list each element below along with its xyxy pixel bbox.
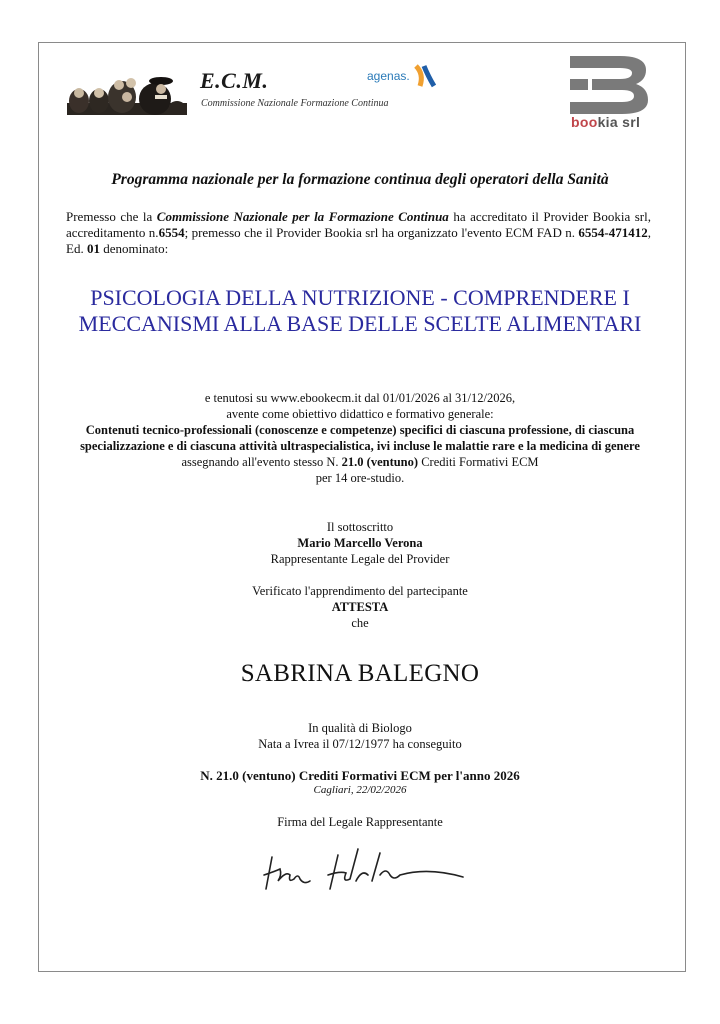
ecm-subtitle: Commissione Nazionale Formazione Continua — [201, 98, 389, 109]
participant-name: SABRINA BALEGNO — [240, 660, 480, 687]
credits-assigned: assegnando all'evento stesso N. 21.0 (ventuno) Crediti Formativi ECM — [181, 455, 539, 469]
course-title: PSICOLOGIA DELLA NUTRIZIONE - COMPRENDERE I MECCANISMI ALLA BASE DELLE SCELTE ALIMENTARI — [78, 285, 642, 336]
credits-obtained: N. 21.0 (ventuno) Crediti Formativi ECM per l'anno 2026 — [200, 768, 520, 783]
objective-intro: avente come obiettivo didattico e formativo generale: — [226, 407, 494, 421]
agenas-label: agenas — [367, 69, 407, 83]
event-details — [0, 390, 720, 486]
ecm-title: E.C.M. — [200, 68, 269, 93]
signatory-name: Mario Marcello Verona — [297, 536, 423, 550]
bookia-logo-mark — [570, 56, 648, 114]
study-hours: per 14 ore-studio. — [315, 471, 405, 485]
signatory-role: Rappresentante Legale del Provider — [270, 552, 450, 566]
ecm-painting-logo — [67, 73, 187, 115]
signature-label: Firma del Legale Rappresentante — [277, 815, 443, 829]
participant-birth: Nata a Ivrea il 07/12/1977 ha conseguito — [258, 737, 462, 751]
agenas-logo: agenas. — [367, 64, 436, 88]
event-dates: e tenutosi su www.ebookecm.it dal 01/01/2026 al 31/12/2026, — [204, 391, 516, 405]
handwritten-signature — [258, 845, 468, 895]
place-date: Cagliari, 22/02/2026 — [313, 784, 407, 796]
participant-qualification: In qualità di Biologo — [308, 721, 412, 735]
signatory-block: Il sottoscritto Mario Marcello Verona Rappresentante Legale del Provider Verificato l'apprendimento del partecipante ATTESTA che — [0, 519, 720, 631]
agenas-mark-icon — [414, 64, 436, 88]
bookia-brand-text: bookia srl — [571, 114, 641, 130]
participant-details — [0, 720, 720, 752]
objective-text: Contenuti tecnico-professionali (conoscenze e competenze) specifici di ciascuna professione, di ciascuna specializzazione e di ciascuna attività ultraspecialistica, ivi incluse le malattie rare e la medicina di genere — [80, 423, 640, 453]
premesso-paragraph: Premesso che la Commissione Nazionale per la Formazione Continua ha accreditato il Provider Bookia srl, accreditamento n.6554; premesso che il Provider Bookia srl ha organizzato l'evento ECM FAD n. 6554-471412, Ed. 01 denominato: — [66, 209, 651, 256]
attesta-label: ATTESTA — [331, 600, 389, 614]
programme-title: Programma nazionale per la formazione continua degli operatori della Sanità — [111, 171, 609, 188]
